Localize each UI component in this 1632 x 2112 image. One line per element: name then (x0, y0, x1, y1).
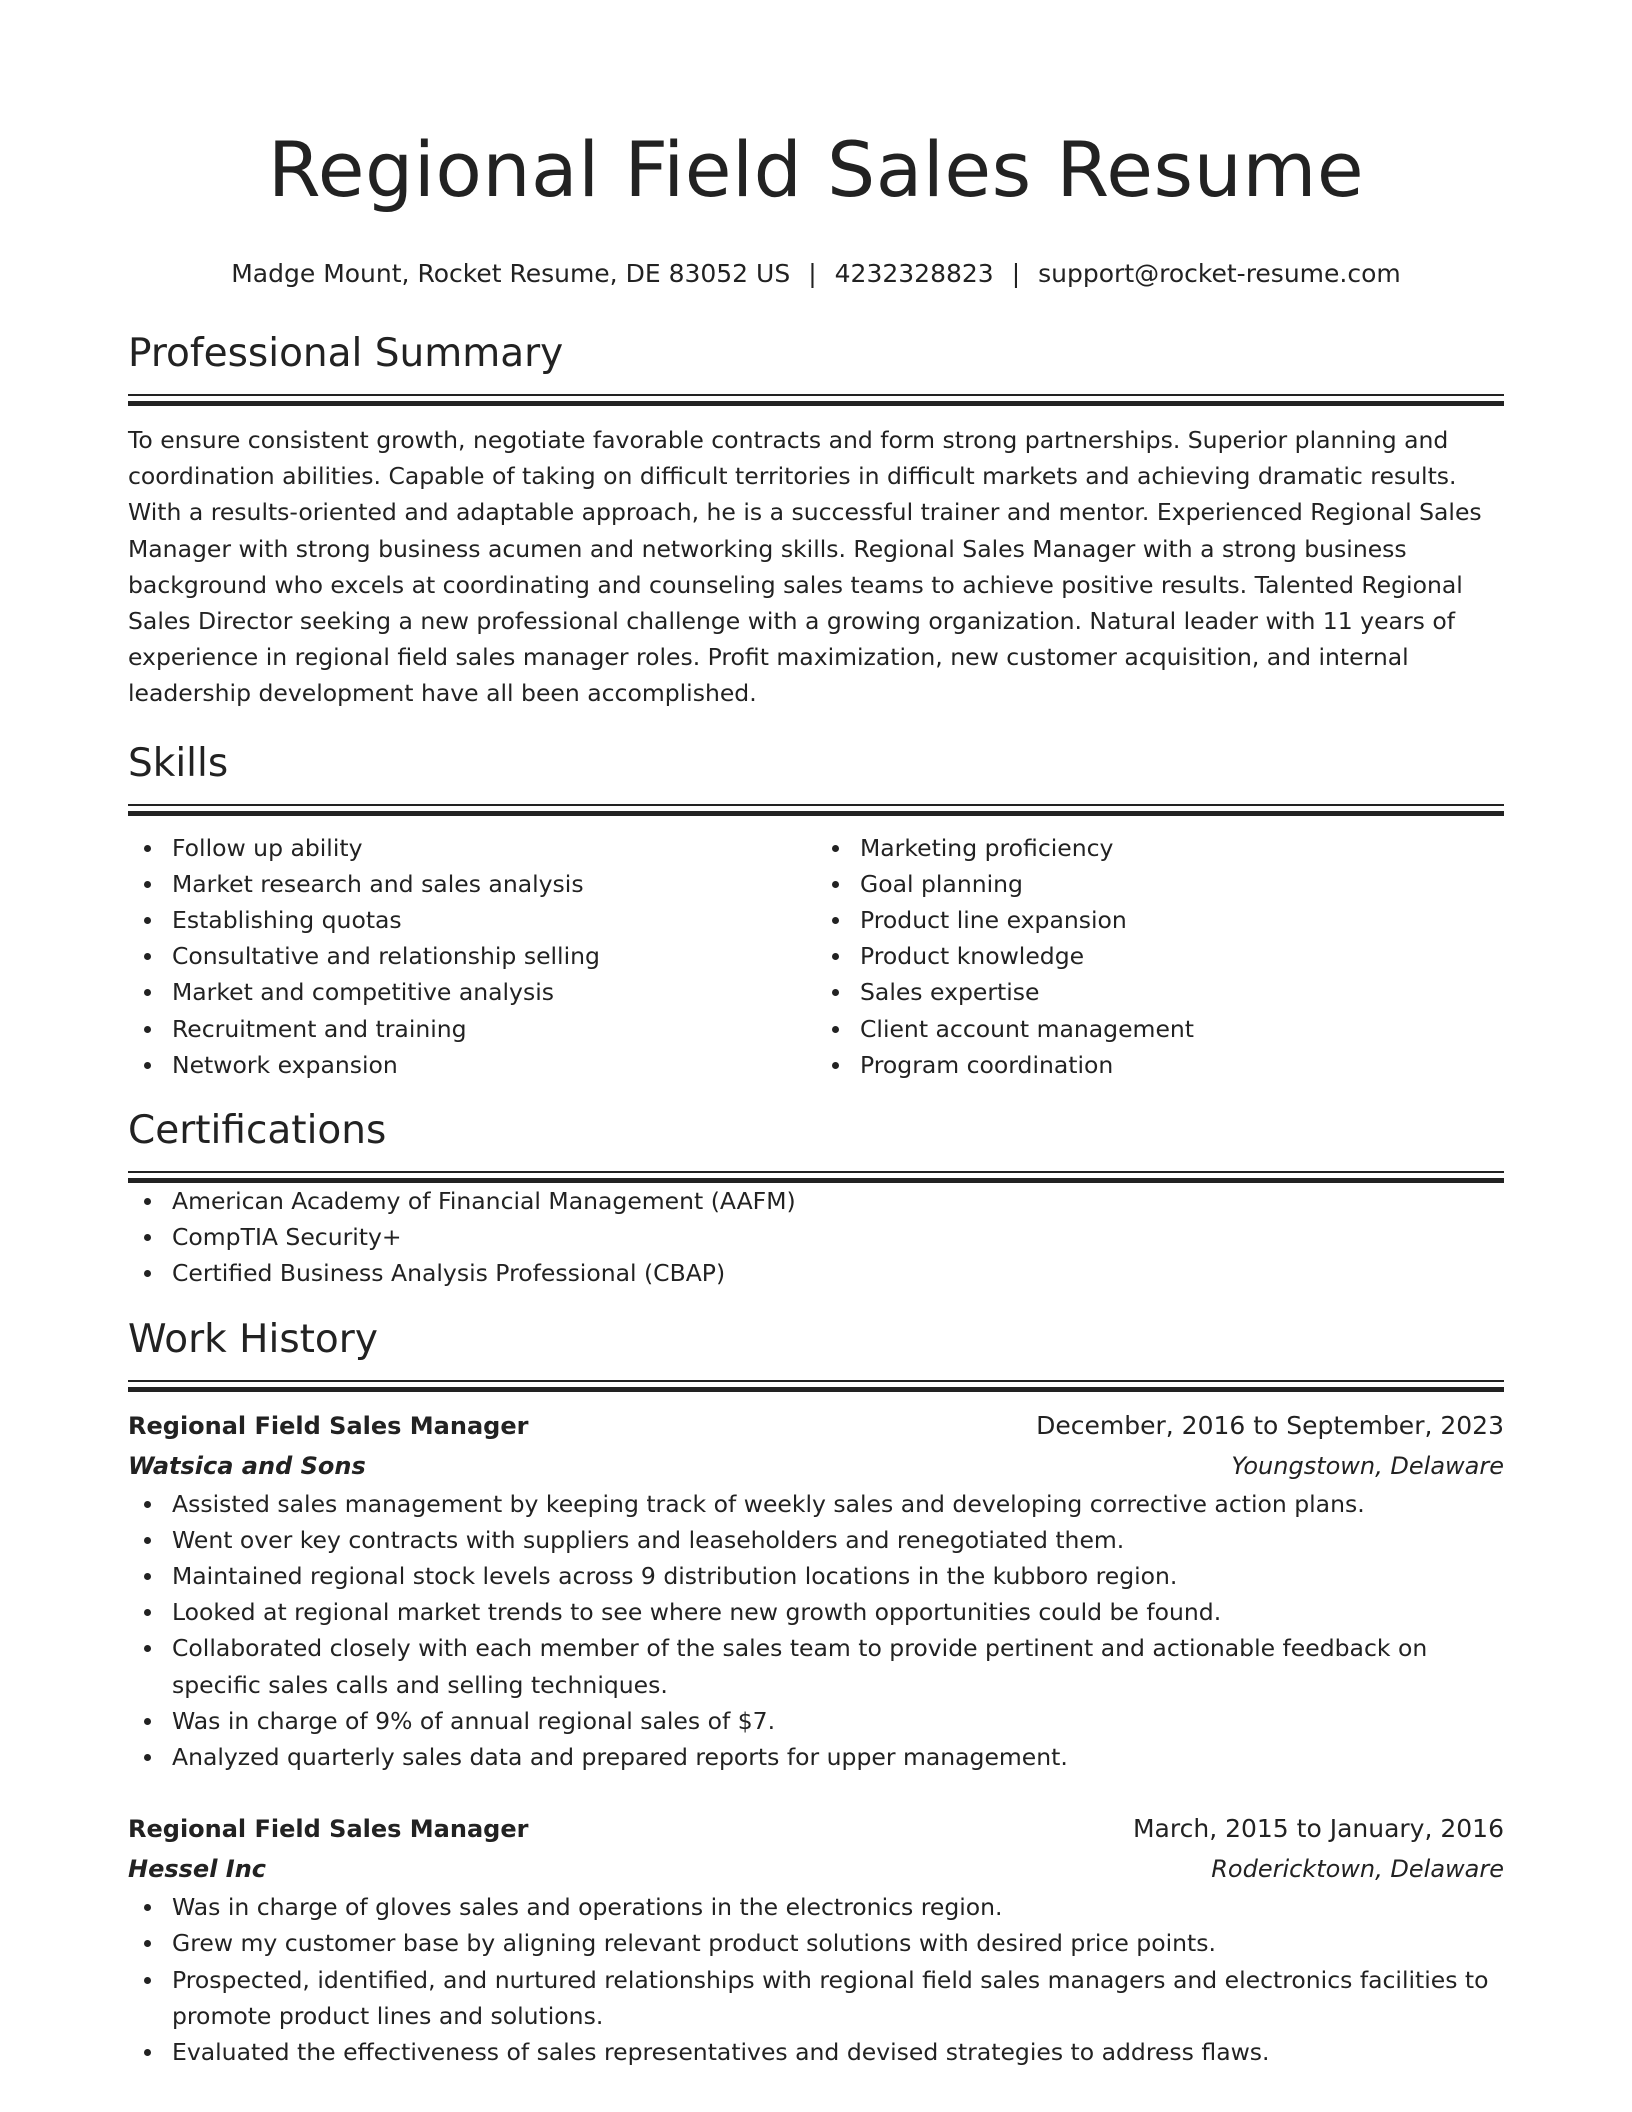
skill-item: Product knowledge (816, 938, 1504, 974)
skill-item: Sales expertise (816, 974, 1504, 1010)
job-duties-list (128, 1889, 1504, 2070)
skill-item: Recruitment and training (128, 1011, 816, 1047)
resume-title: Regional Field Sales Resume (267, 125, 1365, 214)
contact-email: support@rocket-resume.com (1038, 259, 1401, 288)
job-duty: Analyzed quarterly sales data and prepared reports for upper management. (128, 1739, 1504, 1775)
skill-item: Program coordination (816, 1047, 1504, 1083)
skill-item: Product line expansion (816, 902, 1504, 938)
job-duty: Collaborated closely with each member of the sales team to provide pertinent and actionable feedback on specific sales calls and selling techniques. (128, 1630, 1504, 1702)
certifications-list (128, 1183, 1504, 1292)
skill-item: Follow up ability (128, 830, 816, 866)
job-duty: Looked at regional market trends to see where new growth opportunities could be found. (128, 1594, 1504, 1630)
job-duty: Prospected, identified, and nurtured relationships with regional field sales managers and electronics facilities to promote product lines and solutions. (128, 1962, 1504, 2034)
job-company-row (128, 1446, 1504, 1486)
job-header-row (128, 1406, 1504, 1446)
work-history-heading: Work History (128, 1316, 378, 1362)
skills-heading: Skills (128, 740, 229, 786)
skills-column-left (128, 830, 816, 1083)
job-company-row (128, 1849, 1504, 1889)
job-duty: Went over key contracts with suppliers and leaseholders and renegotiated them. (128, 1522, 1504, 1558)
contact-separator: | (1011, 259, 1021, 288)
contact-separator: | (808, 259, 817, 288)
skill-item: Goal planning (816, 866, 1504, 902)
job-location: Rodericktown, Delaware (1211, 1855, 1504, 1884)
job-duty: Was in charge of 9% of annual regional sales of $7. (128, 1703, 1504, 1739)
skill-item: Market and competitive analysis (128, 974, 816, 1010)
certification-item: CompTIA Security+ (128, 1219, 1504, 1255)
skill-item: Consultative and relationship selling (128, 938, 816, 974)
contact-address: Madge Mount, Rocket Resume, DE 83052 US (231, 259, 791, 288)
skill-item: Marketing proficiency (816, 830, 1504, 866)
summary-heading: Professional Summary (128, 331, 564, 376)
section-divider (128, 1171, 1504, 1183)
section-divider (128, 394, 1504, 406)
certification-item: Certified Business Analysis Professional (CBAP) (128, 1255, 1504, 1291)
job-title: Regional Field Sales Manager (128, 1815, 529, 1844)
job-duties-list (128, 1486, 1504, 1776)
certification-item: American Academy of Financial Management (AAFM) (128, 1183, 1504, 1219)
section-divider (128, 804, 1504, 816)
job-dates: March, 2015 to January, 2016 (1132, 1814, 1504, 1844)
summary-text: To ensure consistent growth, negotiate favorable contracts and form strong partnerships. Superior planning and coordination abilities. Capable of taking on difficult territories in difficult markets and achieving dramatic results. With a results-oriented and adaptable approach, he is a successful trainer and mentor. Experienced Regional Sales Manager with strong business acumen and networking skills. Regional Sales Manager with a strong business background who excels at coordinating and counseling sales teams to achieve positive results. Talented Regional Sales Director seeking a new professional challenge with a growing organization. Natural leader with 11 years of experience in regional field sales manager roles. Profit maximization, new customer acquisition, and internal leadership development have all been accomplished. (128, 426, 1482, 708)
job-title: Regional Field Sales Manager (128, 1411, 529, 1440)
section-divider (128, 1380, 1504, 1392)
job-dates: December, 2016 to September, 2023 (1036, 1410, 1504, 1440)
job-duty: Assisted sales management by keeping track of weekly sales and developing corrective action plans. (128, 1486, 1504, 1522)
job-company: Hessel Inc (128, 1855, 267, 1884)
skill-item: Client account management (816, 1011, 1504, 1047)
job-duty: Evaluated the effectiveness of sales representatives and devised strategies to address flaws. (128, 2034, 1504, 2070)
job-header-row (128, 1809, 1504, 1849)
job-location: Youngstown, Delaware (1231, 1451, 1504, 1480)
job-duty: Maintained regional stock levels across 9 distribution locations in the kubboro region. (128, 1558, 1504, 1594)
job-company: Watsica and Sons (128, 1451, 366, 1480)
skills-column-right (816, 830, 1504, 1083)
job-duty: Was in charge of gloves sales and operations in the electronics region. (128, 1889, 1504, 1925)
skill-item: Establishing quotas (128, 902, 816, 938)
skill-item: Market research and sales analysis (128, 866, 816, 902)
contact-phone: 4232328823 (834, 259, 994, 288)
contact-line (128, 254, 1504, 294)
job-entry (128, 1809, 1504, 2070)
skills-grid (128, 830, 1504, 1083)
certifications-heading: Certifications (128, 1108, 387, 1154)
skill-item: Network expansion (128, 1047, 816, 1083)
job-entry (128, 1406, 1504, 1776)
job-duty: Grew my customer base by aligning relevant product solutions with desired price points. (128, 1925, 1504, 1961)
